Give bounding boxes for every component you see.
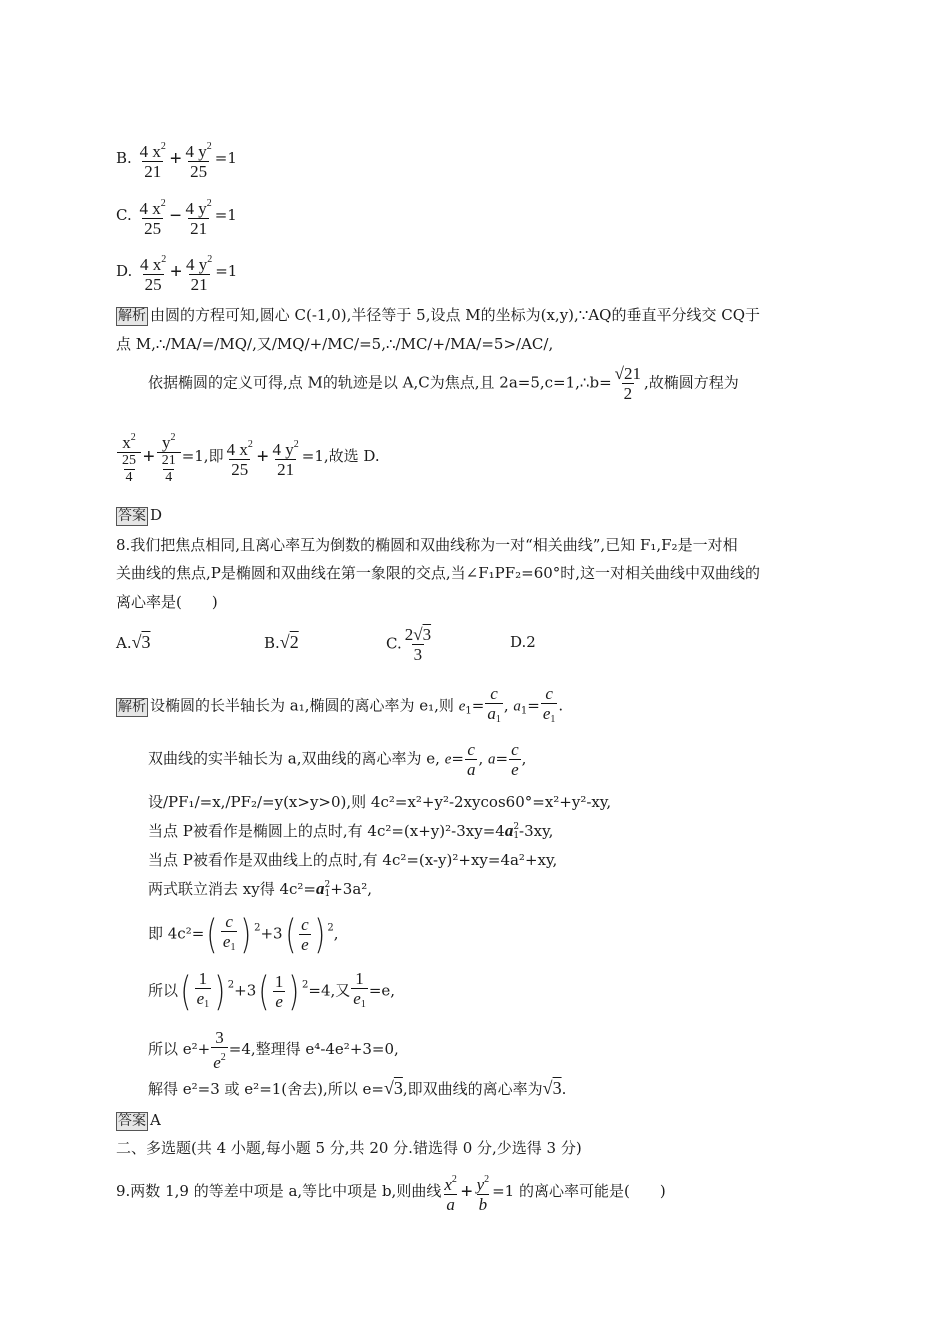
solution-line: 所以 e²+ $\frac{3}{e^2}$ =4,整理得 e⁴-4e²+3=0, <box>148 1028 399 1072</box>
option-d: D. $\frac{4 x^2}{25}$ + $\frac{4 y^2}{21}$ =1 <box>116 250 237 294</box>
question-line: 离心率是( ) <box>116 593 218 611</box>
solution-line: 所以 ( 1 $e_1$ ) $^2$+3 ( 1 e ) $^2$=4,又 $\frac{1}{e_1}$ =e, <box>148 968 396 1015</box>
compound-fraction: $\frac{x^2}{\frac{25}{4}}$ <box>117 428 141 486</box>
option-c: C. $\frac{2√3}{3}$ <box>386 625 432 664</box>
solution-line: 当点 P被看作是双曲线上的点时,有 4c²=(x-y)²+xy=4a²+xy, <box>148 851 558 869</box>
option-c: C. $\frac{4 x^2}{25}$ − $\frac{4 y^2}{21}$ =1 <box>116 194 237 238</box>
solution-line: 当点 P被看作是椭圆上的点时,有 4c²=(x+y)²-3xy=4a 2 1 -3xy, <box>148 821 554 841</box>
option-d: D.2 <box>510 633 536 651</box>
fraction: $\frac{4 y^2}{21}$ <box>185 254 213 294</box>
compound-fraction: $\frac{y^2}{\frac{21}{4}}$ <box>157 428 181 486</box>
answer-line: 答案 D <box>118 506 163 524</box>
solution-line: 解得 e²=3 或 e²=1(舍去),所以 e=√3,即双曲线的离心率为√3. <box>148 1078 567 1098</box>
option-b: B. $\frac{4 x^2}{21}$ + $\frac{4 y^2}{25}$ =1 <box>116 137 237 181</box>
fraction: $\frac{4 y^2}{25}$ <box>185 141 212 181</box>
solution-line: 点 M,∴/MA/=/MQ/,又/MQ/+/MC/=5,∴/MC/+/MA/=5>/AC/, <box>116 335 554 353</box>
fraction: $\frac{2√3}{3}$ <box>404 625 432 664</box>
option-b: B.√2 <box>264 632 299 652</box>
solution-line: 依据椭圆的定义可得,点 M的轨迹是以 A,C为焦点,且 2a=5,c=1,∴b= $\frac{√21}{2}$ ,故椭圆方程为 <box>148 364 739 403</box>
question-line: 8.我们把焦点相同,且离心率互为倒数的椭圆和双曲线称为一对“相关曲线”,已知 F₁,F₂是一对相 <box>116 536 738 554</box>
solution-line: 即 4c²= ( c $e_1$ ) $^2$+3 ( c e ) $^2$, <box>148 911 339 958</box>
answer-line: 答案 A <box>118 1111 161 1129</box>
answer-tag: 答案 <box>118 508 146 524</box>
solution-line: 解析 由圆的方程可知,圆心 C(-1,0),半径等于 5,设点 M的坐标为(x,y),∵AQ的垂直平分线交 CQ于 <box>118 306 761 324</box>
question-line: 关曲线的焦点,P是椭圆和双曲线在第一象限的交点,当∠F₁PF₂=60°时,这一对相关曲线中双曲线的 <box>116 564 761 582</box>
section-heading: 二、多选题(共 4 小题,每小题 5 分,共 20 分.错选得 0 分,少选得 3 分) <box>116 1139 582 1157</box>
solution-line: 设/PF₁/=x,/PF₂/=y(x>y>0),则 4c²=x²+y²-2xycos60°=x²+y²-xy, <box>148 793 612 811</box>
fraction: $\frac{4 x^2}{25}$ <box>226 439 253 479</box>
question-line: 9.两数 1,9 的等差中项是 a,等比中项是 b,则曲线 $\frac{x^2}{a}$ + $\frac{y^2}{b}$ =1 的离心率可能是( ) <box>116 1174 666 1214</box>
fraction: $\frac{4 y^2}{21}$ <box>185 198 212 238</box>
solution-line: 双曲线的实半轴长为 a,双曲线的离心率为 e, e= $\frac{c}{a}$ , a= $\frac{c}{e}$ , <box>148 740 527 779</box>
solution-tag: 解析 <box>118 698 146 715</box>
answer-tag: 答案 <box>118 1113 146 1129</box>
fraction: $\frac{4 x^2}{21}$ <box>139 141 166 181</box>
solution-line: 解析 设椭圆的长半轴长为 a₁,椭圆的离心率为 e₁,则 $e_1=$ $\frac{c}{a_1}$ , $a_1=$ $\frac{c}{e_1}$ . <box>116 684 563 729</box>
solution-line: $\frac{x^2}{\frac{25}{4}}$ + $\frac{y^2}{\frac{21}{4}}$ =1,即 $\frac{4 x^2}{25}$ + $\frac{4 y^2}{21}$ =1,故选 D. <box>116 428 380 486</box>
fraction: $\frac{4 x^2}{25}$ <box>139 198 166 238</box>
solution-line: 两式联立消去 xy得 4c²=a 2 1 +3a², <box>148 879 373 899</box>
option-a: A.√3 <box>116 632 151 652</box>
solution-tag: 解析 <box>118 308 146 324</box>
fraction: $\frac{√21}{2}$ <box>614 364 641 403</box>
fraction: $\frac{4 x^2}{25}$ <box>140 254 167 294</box>
fraction: $\frac{4 y^2}{21}$ <box>272 439 299 479</box>
